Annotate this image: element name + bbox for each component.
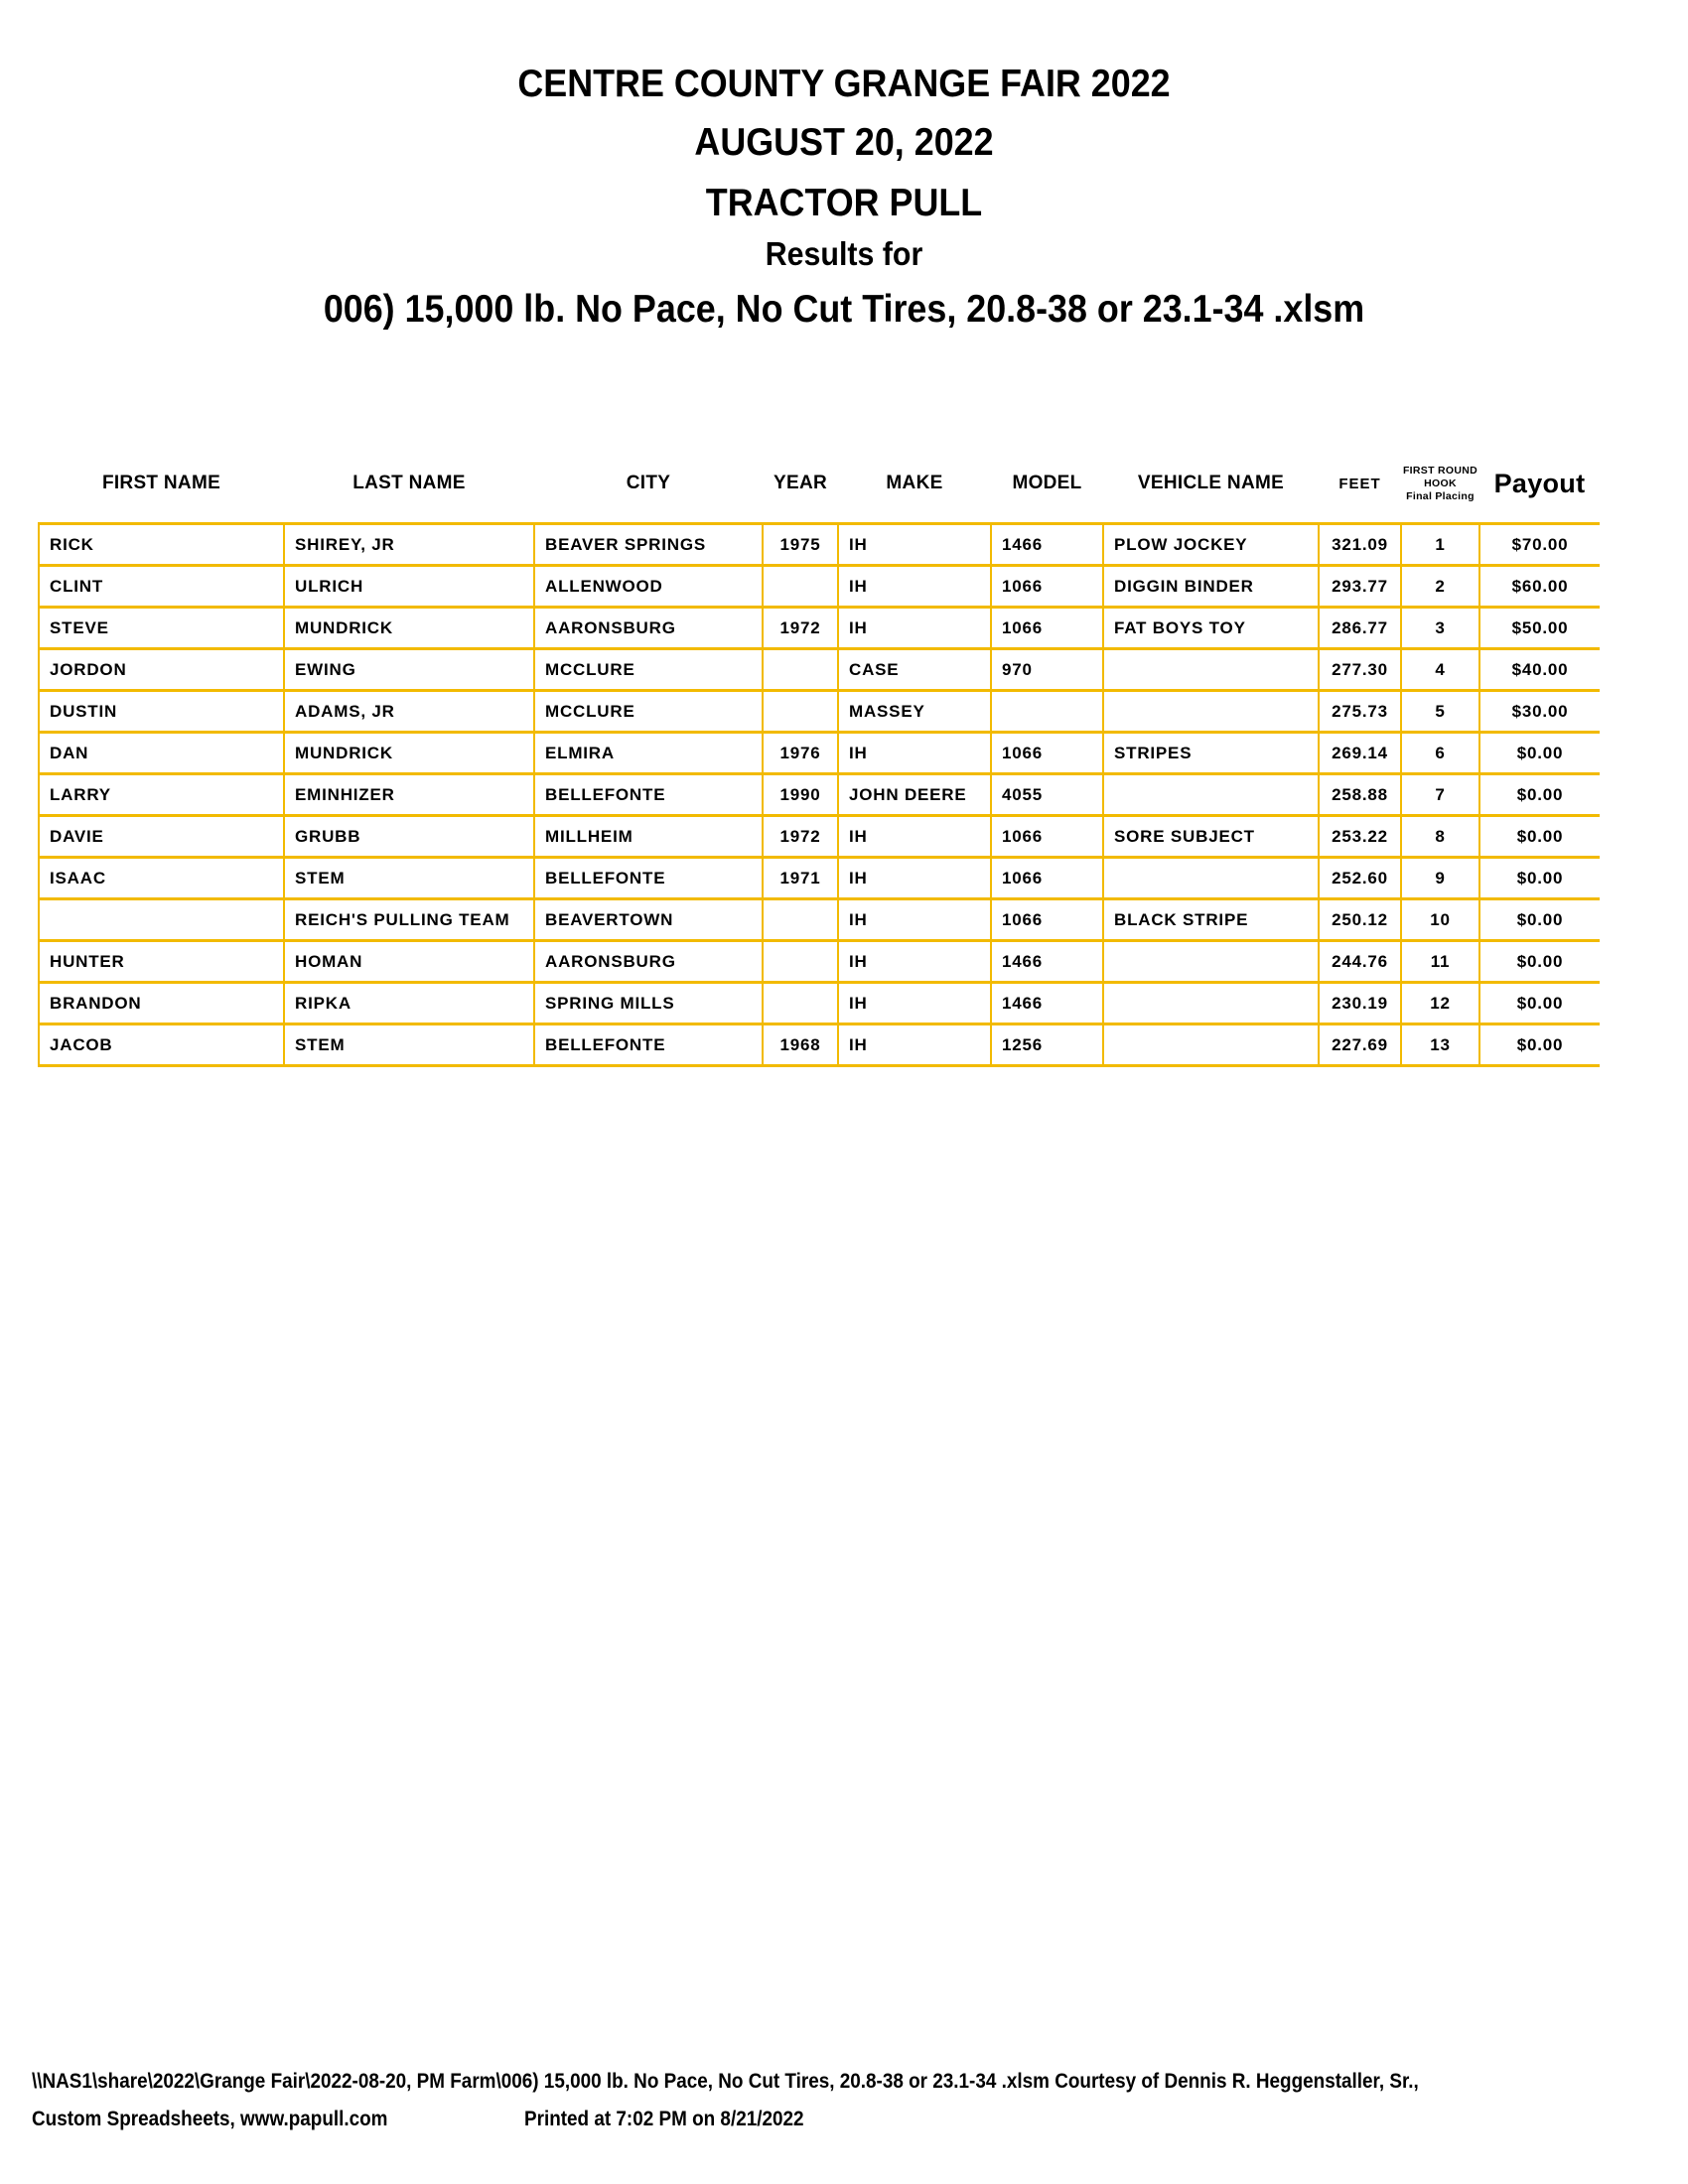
cell: 1466 [991, 524, 1103, 566]
cell: 258.88 [1319, 774, 1401, 816]
cell [763, 899, 838, 941]
cell: SPRING MILLS [534, 983, 763, 1024]
cell: 10 [1401, 899, 1479, 941]
cell [1103, 691, 1319, 733]
col-header-city: CITY [626, 473, 671, 493]
cell: JOHN DEERE [838, 774, 991, 816]
cell: 227.69 [1319, 1024, 1401, 1066]
cell: 1066 [991, 858, 1103, 899]
cell: 5 [1401, 691, 1479, 733]
cell [763, 941, 838, 983]
cell: $0.00 [1479, 774, 1600, 816]
cell: RIPKA [284, 983, 534, 1024]
cell: MUNDRICK [284, 733, 534, 774]
cell: STEM [284, 1024, 534, 1066]
cell: 970 [991, 649, 1103, 691]
cell: 277.30 [1319, 649, 1401, 691]
cell: 230.19 [1319, 983, 1401, 1024]
cell: AARONSBURG [534, 608, 763, 649]
cell: $50.00 [1479, 608, 1600, 649]
cell [1103, 649, 1319, 691]
cell: 2 [1401, 566, 1479, 608]
cell: 1066 [991, 566, 1103, 608]
cell: $60.00 [1479, 566, 1600, 608]
cell: $0.00 [1479, 941, 1600, 983]
cell: 1256 [991, 1024, 1103, 1066]
cell: LARRY [39, 774, 284, 816]
cell: SHIREY, JR [284, 524, 534, 566]
cell: 269.14 [1319, 733, 1401, 774]
cell [1103, 941, 1319, 983]
cell: 11 [1401, 941, 1479, 983]
cell: ULRICH [284, 566, 534, 608]
cell: SORE SUBJECT [1103, 816, 1319, 858]
class-title: 006) 15,000 lb. No Pace, No Cut Tires, 20.8-38 or 23.1-34 .xlsm [323, 288, 1365, 331]
cell: 1066 [991, 899, 1103, 941]
cell: $0.00 [1479, 983, 1600, 1024]
hook-header-line2: HOOK [1424, 477, 1457, 489]
title-date: AUGUST 20, 2022 [694, 121, 994, 164]
cell: STEVE [39, 608, 284, 649]
cell: ADAMS, JR [284, 691, 534, 733]
col-header-feet: FEET [1338, 475, 1381, 492]
cell: 252.60 [1319, 858, 1401, 899]
cell: IH [838, 983, 991, 1024]
cell: $0.00 [1479, 858, 1600, 899]
table-row [39, 566, 1600, 608]
cell [1103, 858, 1319, 899]
cell: JACOB [39, 1024, 284, 1066]
cell [1103, 1024, 1319, 1066]
cell: 1066 [991, 816, 1103, 858]
cell: IH [838, 1024, 991, 1066]
cell: 1976 [763, 733, 838, 774]
footer-file-path: \\NAS1\share\2022\Grange Fair\2022-08-20, PM Farm\006) 15,000 lb. No Pace, No Cut Tires, 20.8-38 or 23.1-34 .xlsm Courtesy of Dennis R. Heggenstaller, Sr., [32, 2070, 1419, 2093]
cell: 253.22 [1319, 816, 1401, 858]
cell: MCCLURE [534, 649, 763, 691]
cell: MILLHEIM [534, 816, 763, 858]
cell: 6 [1401, 733, 1479, 774]
cell: $0.00 [1479, 899, 1600, 941]
cell: HOMAN [284, 941, 534, 983]
cell: 1972 [763, 608, 838, 649]
table-row [39, 524, 1600, 566]
cell: $0.00 [1479, 733, 1600, 774]
cell: 3 [1401, 608, 1479, 649]
cell: AARONSBURG [534, 941, 763, 983]
cell: 4 [1401, 649, 1479, 691]
footer [32, 2068, 1680, 2133]
table-row [39, 649, 1600, 691]
cell: 1975 [763, 524, 838, 566]
cell: IH [838, 566, 991, 608]
cell: RICK [39, 524, 284, 566]
cell: PLOW JOCKEY [1103, 524, 1319, 566]
cell [1103, 983, 1319, 1024]
cell: DIGGIN BINDER [1103, 566, 1319, 608]
cell: 9 [1401, 858, 1479, 899]
results-table-body [39, 524, 1600, 1066]
footer-printed-timestamp: Printed at 7:02 PM on 8/21/2022 [524, 2108, 804, 2130]
cell: 275.73 [1319, 691, 1401, 733]
cell: BEAVERTOWN [534, 899, 763, 941]
cell: IH [838, 941, 991, 983]
cell [39, 899, 284, 941]
table-header-row [39, 445, 1600, 524]
cell: 12 [1401, 983, 1479, 1024]
cell: 1971 [763, 858, 838, 899]
cell: MCCLURE [534, 691, 763, 733]
col-header-make: MAKE [886, 473, 943, 493]
cell: STRIPES [1103, 733, 1319, 774]
cell: CLINT [39, 566, 284, 608]
col-header-model: MODEL [1012, 473, 1082, 493]
cell: $40.00 [1479, 649, 1600, 691]
table-row [39, 691, 1600, 733]
cell: 1990 [763, 774, 838, 816]
table-row [39, 1024, 1600, 1066]
cell: 293.77 [1319, 566, 1401, 608]
cell: BELLEFONTE [534, 774, 763, 816]
footer-credit: Custom Spreadsheets, www.papull.com [32, 2108, 388, 2130]
cell: EWING [284, 649, 534, 691]
cell: IH [838, 524, 991, 566]
title-block [0, 62, 1688, 332]
table-row [39, 858, 1600, 899]
cell: BRANDON [39, 983, 284, 1024]
results-table [38, 445, 1600, 1067]
cell: HUNTER [39, 941, 284, 983]
cell: IH [838, 899, 991, 941]
cell: 244.76 [1319, 941, 1401, 983]
cell [763, 649, 838, 691]
cell: 1066 [991, 733, 1103, 774]
results-for-label: Results for [765, 235, 923, 272]
cell: 1466 [991, 983, 1103, 1024]
col-header-last-name: LAST NAME [352, 473, 466, 493]
cell: 250.12 [1319, 899, 1401, 941]
table-row [39, 816, 1600, 858]
col-header-year: YEAR [774, 473, 827, 493]
cell: MASSEY [838, 691, 991, 733]
cell: 7 [1401, 774, 1479, 816]
col-header-vehicle-name: VEHICLE NAME [1137, 473, 1285, 493]
cell: IH [838, 816, 991, 858]
title-category: TRACTOR PULL [705, 182, 983, 224]
cell: GRUBB [284, 816, 534, 858]
cell: ALLENWOOD [534, 566, 763, 608]
cell: $30.00 [1479, 691, 1600, 733]
cell: DAN [39, 733, 284, 774]
col-header-first-round-hook [1401, 445, 1479, 524]
cell: BELLEFONTE [534, 858, 763, 899]
cell [991, 691, 1103, 733]
table-row [39, 899, 1600, 941]
cell: 286.77 [1319, 608, 1401, 649]
cell: MUNDRICK [284, 608, 534, 649]
cell: DUSTIN [39, 691, 284, 733]
hook-header-line1: FIRST ROUND [1402, 464, 1478, 477]
hook-header-line3: Final Placing [1406, 489, 1475, 502]
cell [763, 566, 838, 608]
cell: IH [838, 608, 991, 649]
cell: 4055 [991, 774, 1103, 816]
cell: ISAAC [39, 858, 284, 899]
cell: 1972 [763, 816, 838, 858]
cell: IH [838, 733, 991, 774]
cell: 13 [1401, 1024, 1479, 1066]
cell [763, 691, 838, 733]
cell [1103, 774, 1319, 816]
cell: DAVIE [39, 816, 284, 858]
title-event: CENTRE COUNTY GRANGE FAIR 2022 [517, 63, 1171, 105]
table-row [39, 983, 1600, 1024]
cell: JORDON [39, 649, 284, 691]
cell: BEAVER SPRINGS [534, 524, 763, 566]
table-row [39, 774, 1600, 816]
cell: 1466 [991, 941, 1103, 983]
cell: BLACK STRIPE [1103, 899, 1319, 941]
cell: 321.09 [1319, 524, 1401, 566]
cell: 1968 [763, 1024, 838, 1066]
cell: IH [838, 858, 991, 899]
footer-line2 [32, 2106, 1680, 2133]
cell: 8 [1401, 816, 1479, 858]
cell: BELLEFONTE [534, 1024, 763, 1066]
cell: FAT BOYS TOY [1103, 608, 1319, 649]
cell: $70.00 [1479, 524, 1600, 566]
cell: EMINHIZER [284, 774, 534, 816]
cell: $0.00 [1479, 816, 1600, 858]
table-row [39, 733, 1600, 774]
table-row [39, 608, 1600, 649]
table-row [39, 941, 1600, 983]
cell: CASE [838, 649, 991, 691]
cell: ELMIRA [534, 733, 763, 774]
cell: 1066 [991, 608, 1103, 649]
col-header-first-name: FIRST NAME [101, 473, 221, 493]
cell: STEM [284, 858, 534, 899]
col-header-payout: Payout [1493, 468, 1586, 498]
cell [763, 983, 838, 1024]
cell: REICH'S PULLING TEAM [284, 899, 534, 941]
results-table-area [38, 445, 1600, 1067]
cell: $0.00 [1479, 1024, 1600, 1066]
cell: 1 [1401, 524, 1479, 566]
